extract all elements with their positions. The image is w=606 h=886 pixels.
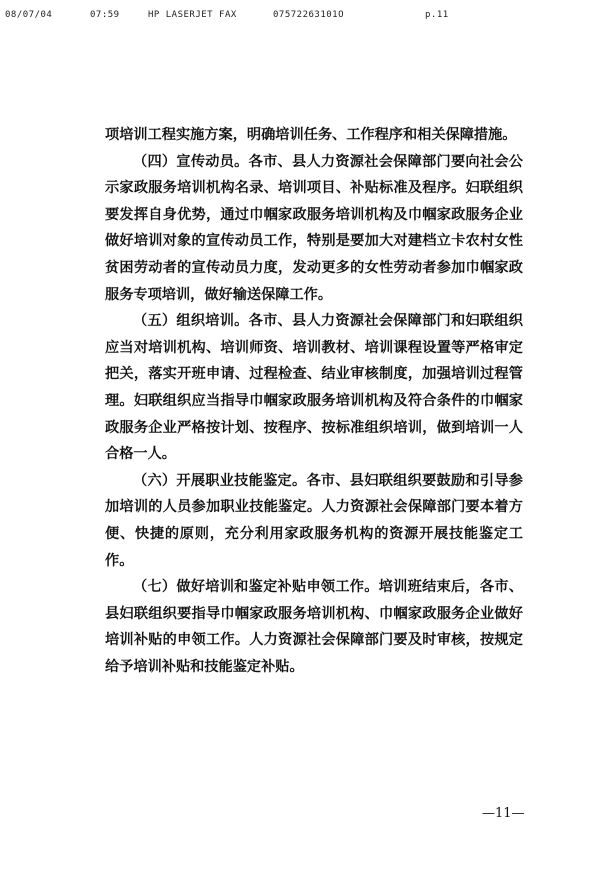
paragraph-publicity: （四）宣传动员。各市、县人力资源社会保障部门要向社会公示家政服务培训机构名录、培训项目、补贴标准及程序。妇联组织要发挥自身优势，通过巾帼家政服务培训机构及巾帼家政服务企业做好培训对象的宣传动员工作，特别是要加大对建档立卡农村女性贫困劳动者的宣传动员力度，发动更多的女性劳动者参加巾帼家政服务专项培训，做好输送保障工作。 — [105, 153, 523, 303]
document-body — [105, 122, 523, 680]
fax-machine-name: HP LASERJET FAX — [148, 10, 237, 20]
paragraph-subsidy-application: （七）做好培训和鉴定补贴申领工作。培训班结束后，各市、县妇联组织要指导巾帼家政服务培训机构、巾帼家政服务企业做好培训补贴的申领工作。人力资源社会保障部门要及时审核，按规定给予培训补贴和技能鉴定补贴。 — [105, 579, 523, 675]
fax-page-indicator: p.11 — [425, 10, 449, 20]
page-number: —11— — [482, 806, 525, 821]
paragraph-skill-appraisal: （六）开展职业技能鉴定。各市、县妇联组织要鼓励和引导参加培训的人员参加职业技能鉴定。人力资源社会保障部门要本着方便、快捷的原则，充分利用家政服务机构的资源开展技能鉴定工作。 — [105, 472, 523, 569]
paragraph-organize-training: （五）组织培训。各市、县人力资源社会保障部门和妇联组织应当对培训机构、培训师资、培训教材、培训课程设置等严格审定把关，落实开班申请、过程检查、结业审核制度，加强培训过程管理。妇联组织应当指导巾帼家政服务培训机构及符合条件的巾帼家政服务企业严格按计划、按程序、按标准组织培训，做到培训一人合格一人。 — [105, 313, 523, 463]
fax-number: 07572263101O — [273, 10, 345, 20]
fax-header — [0, 10, 606, 26]
fax-date: 08/07/04 — [5, 10, 53, 20]
paragraph-continuation: 项培训工程实施方案，明确培训任务、工作程序和相关保障措施。 — [105, 127, 517, 143]
fax-time: 07:59 — [90, 10, 120, 20]
